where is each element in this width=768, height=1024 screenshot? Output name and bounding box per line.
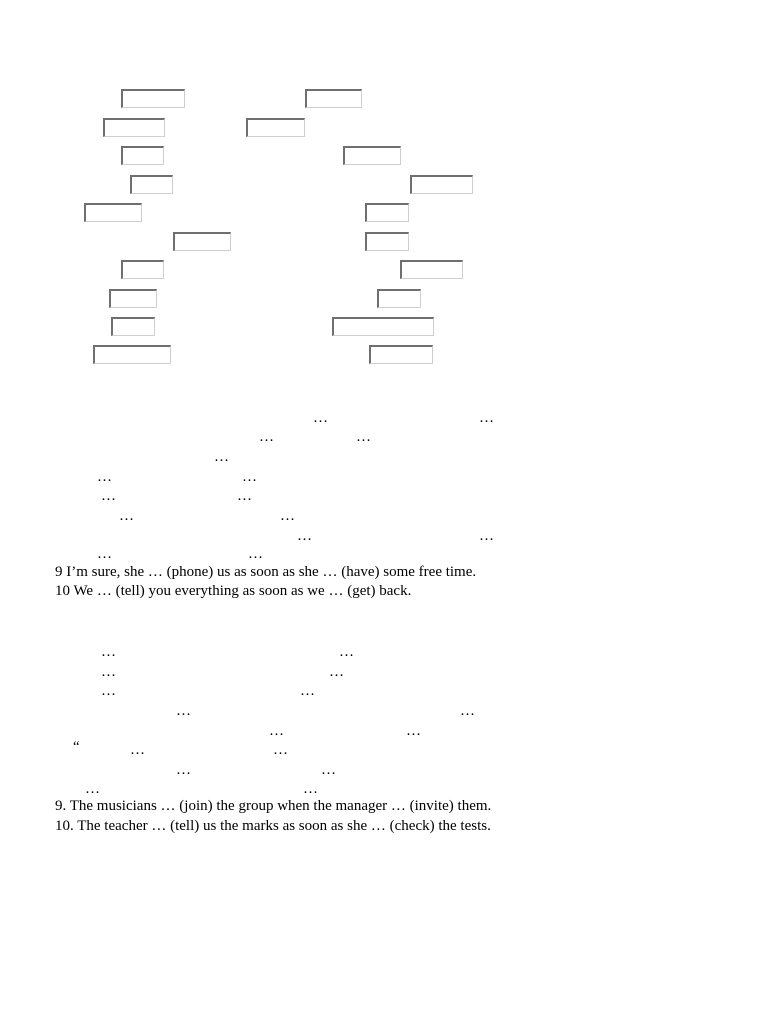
- answer-box[interactable]: [365, 203, 409, 222]
- blank-ellipsis: …: [97, 469, 112, 485]
- answer-box[interactable]: [103, 118, 165, 137]
- answer-box[interactable]: [130, 175, 173, 194]
- blank-ellipsis: …: [303, 781, 318, 797]
- answer-box[interactable]: [93, 345, 171, 364]
- answer-box[interactable]: [343, 146, 401, 165]
- blank-ellipsis: …: [176, 762, 191, 778]
- blank-ellipsis: …: [85, 781, 100, 797]
- answer-box[interactable]: [111, 317, 155, 336]
- answer-box[interactable]: [400, 260, 463, 279]
- answer-box[interactable]: [121, 89, 185, 108]
- blank-ellipsis: …: [119, 508, 134, 524]
- blank-ellipsis: …: [479, 410, 494, 426]
- answer-box[interactable]: [369, 345, 433, 364]
- blank-ellipsis: …: [300, 683, 315, 699]
- blank-ellipsis: …: [297, 528, 312, 544]
- blank-ellipsis: …: [280, 508, 295, 524]
- blank-ellipsis: …: [460, 703, 475, 719]
- blank-ellipsis: …: [269, 723, 284, 739]
- blank-ellipsis: …: [242, 469, 257, 485]
- blank-ellipsis: …: [214, 449, 229, 465]
- open-quote-mark: “: [73, 739, 80, 755]
- blank-ellipsis: …: [259, 429, 274, 445]
- blank-ellipsis: …: [248, 546, 263, 562]
- blank-ellipsis: …: [101, 644, 116, 660]
- blank-ellipsis: …: [176, 703, 191, 719]
- blank-ellipsis: …: [237, 488, 252, 504]
- blank-ellipsis: …: [101, 683, 116, 699]
- blank-ellipsis: …: [479, 528, 494, 544]
- answer-box[interactable]: [332, 317, 434, 336]
- answer-box[interactable]: [410, 175, 473, 194]
- blank-ellipsis: …: [97, 546, 112, 562]
- answer-box[interactable]: [365, 232, 409, 251]
- answer-box[interactable]: [121, 260, 164, 279]
- answer-box[interactable]: [121, 146, 164, 165]
- blank-ellipsis: …: [313, 410, 328, 426]
- blank-ellipsis: …: [406, 723, 421, 739]
- blank-ellipsis: …: [101, 488, 116, 504]
- blank-ellipsis: …: [101, 664, 116, 680]
- blank-ellipsis: …: [273, 742, 288, 758]
- answer-box[interactable]: [305, 89, 362, 108]
- answer-box[interactable]: [109, 289, 157, 308]
- blank-ellipsis: …: [339, 644, 354, 660]
- blank-ellipsis: …: [356, 429, 371, 445]
- exercise-sentence-9: 9. The musicians … (join) the group when the manager … (invite) them.: [55, 798, 492, 814]
- blank-ellipsis: …: [321, 762, 336, 778]
- answer-box[interactable]: [246, 118, 305, 137]
- blank-ellipsis: …: [329, 664, 344, 680]
- answer-box[interactable]: [173, 232, 231, 251]
- exercise-sentence-9: 9 I’m sure, she … (phone) us as soon as she … (have) some free time.: [55, 564, 477, 580]
- exercise-sentence-10: 10. The teacher … (tell) us the marks as soon as she … (check) the tests.: [55, 818, 491, 834]
- blank-ellipsis: …: [130, 742, 145, 758]
- exercise-sentence-10: 10 We … (tell) you everything as soon as we … (get) back.: [55, 583, 412, 599]
- answer-box[interactable]: [377, 289, 421, 308]
- answer-box[interactable]: [84, 203, 142, 222]
